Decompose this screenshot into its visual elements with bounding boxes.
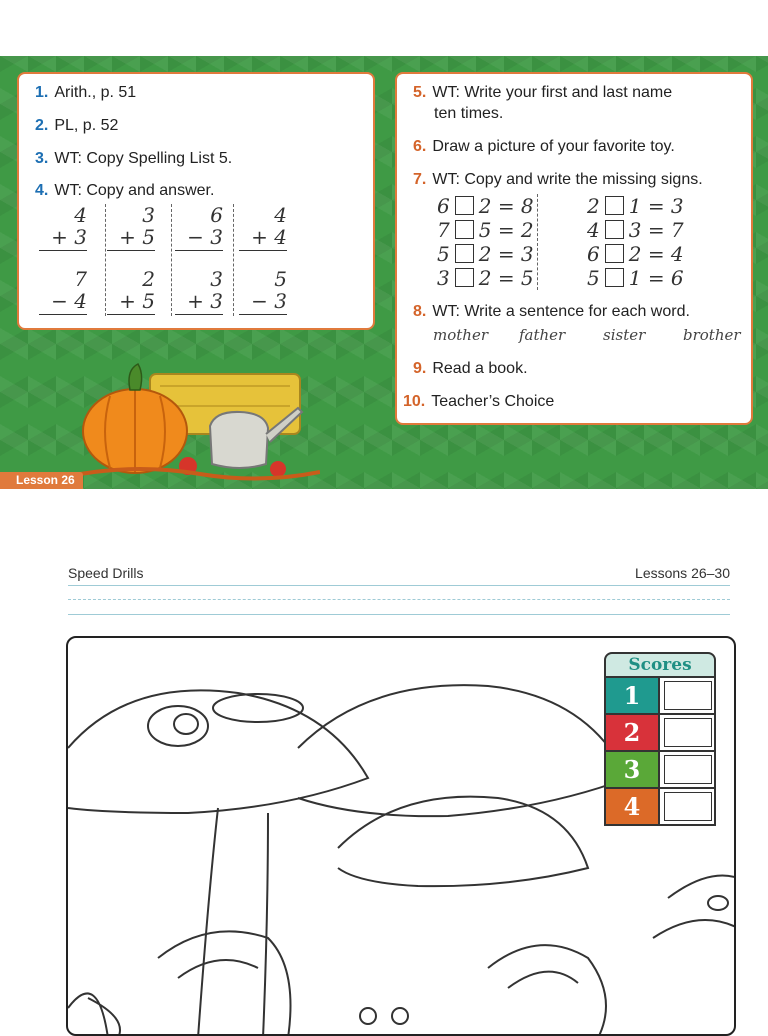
apple [270,461,286,477]
assignment-item-5: 5. WT: Write your first and last name [413,84,673,101]
assignment-item-1: 1. Arith., p. 51 [35,84,137,101]
answer-box [455,196,474,215]
word-mother: mother [433,326,488,344]
assignment-card-left [17,72,375,330]
score-box-1[interactable] [664,681,712,710]
answer-box [455,268,474,287]
worksheet-header [68,565,730,585]
header-rule [68,599,730,600]
assignment-item-9: 9. Read a book. [413,360,528,377]
header-rule [68,585,730,586]
score-row-3: 3 [604,752,716,789]
problem-7: 3 + 3 [175,268,223,315]
watering-can [210,412,268,468]
sign-row: 7 5 = 2 4 3 = 7 [437,218,684,242]
sign-row: 3 2 = 5 5 1 = 6 [437,266,684,290]
assignment-item-3: 3. WT: Copy Spelling List 5. [35,150,233,167]
problem-1: 4 + 3 [39,204,87,251]
assignment-item-7: 7. WT: Copy and write the missing signs. [413,171,703,188]
missing-signs [437,194,747,290]
mushroom-stem [198,808,268,1036]
problem-2: 3 + 5 [107,204,155,251]
score-row-2: 2 [604,715,716,752]
answer-box [455,220,474,239]
signs-divider [537,194,538,290]
score-box-2[interactable] [664,718,712,747]
score-row-1: 1 [604,678,716,715]
assignment-item-6: 6. Draw a picture of your favorite toy. [413,138,675,155]
sign-row: 6 2 = 8 2 1 = 3 [437,194,684,218]
answer-box [605,244,624,263]
problem-4: 4 + 4 [239,204,287,251]
autumn-illustration [80,356,320,481]
problem-5: 7 − 4 [39,268,87,315]
problem-8: 5 − 3 [239,268,287,315]
word-sister: sister [603,326,646,344]
answer-box [605,196,624,215]
assignment-item-10: 10. Teacher’s Choice [403,393,555,410]
sign-row: 5 2 = 3 6 2 = 4 [437,242,684,266]
score-box-4[interactable] [664,792,712,821]
problem-3: 6 − 3 [175,204,223,251]
arithmetic-problems [39,204,339,324]
pumpkin-stem [129,364,142,390]
grass [68,993,120,1036]
answer-box [605,268,624,287]
assignment-card-right [395,72,753,425]
mushroom-cap [338,797,588,887]
answer-box [605,220,624,239]
word-father: father [519,326,566,344]
problem-divider [233,204,234,316]
problem-divider [105,204,106,316]
scores-title: Scores [604,652,716,678]
header-rule [68,614,730,615]
score-box-3[interactable] [664,755,712,784]
assignment-item-8: 8. WT: Write a sentence for each word. [413,303,690,320]
problem-divider [171,204,172,316]
scores-table [604,652,716,832]
mushroom-cap [68,690,368,813]
snail-shell [158,931,291,1036]
score-row-4: 4 [604,789,716,826]
worksheet-title: Speed Drills [68,565,144,581]
word-brother: brother [683,326,741,344]
cursive-words [433,326,753,350]
assignment-item-4: 4. WT: Copy and answer. [35,182,215,199]
answer-box [455,244,474,263]
problem-6: 2 + 5 [107,268,155,315]
snail-shell [488,945,606,1036]
lessons-range: Lessons 26–30 [635,565,730,581]
assignment-item-5-cont: ten times. [434,105,504,122]
lesson-panel [0,56,768,489]
assignment-item-2: 2. PL, p. 52 [35,117,119,134]
lesson-tab: Lesson 26 [0,472,83,489]
